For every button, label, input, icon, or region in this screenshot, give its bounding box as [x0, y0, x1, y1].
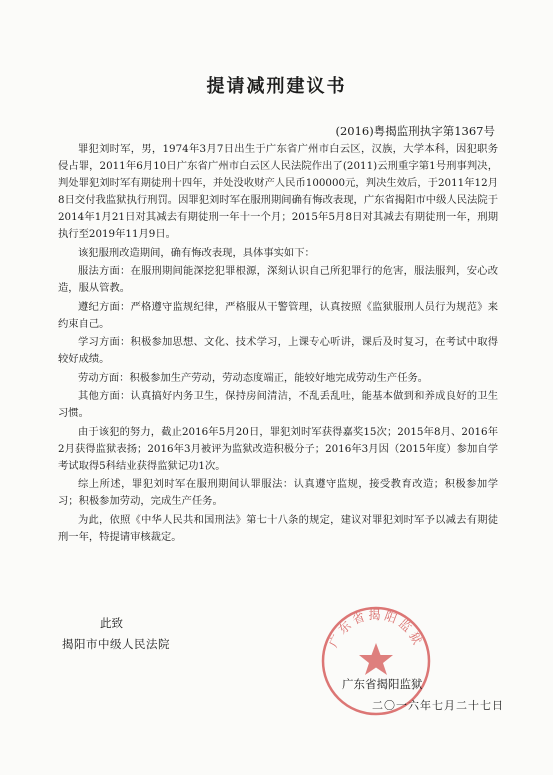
paragraph-recommendation: 为此，依照《中华人民共和国刑法》第七十八条的规定，建议对罪犯刘时军予以减去有期徒刑一年，特提请审核裁定。	[58, 513, 498, 543]
paragraph-rewards: 由于该犯的努力，截止2016年5月20日，罪犯刘时军获得嘉奖15次；2015年8月、2016年2月获得监狱表扬；2016年3月被评为监狱改造积极分子；2016年3月因（2015年度）参加自学考试取得5科结业获得监狱记功1次。	[58, 425, 498, 472]
recipient-court: 揭阳市中级人民法院	[62, 637, 170, 651]
paragraph-labor: 劳动方面：积极参加生产劳动，劳动态度端正，能较好地完成劳动生产任务。	[78, 371, 429, 384]
paragraph-intro-facts: 该犯服刑改造期间，确有悔改表现，具体事实如下：	[78, 246, 315, 259]
star-icon	[359, 643, 393, 675]
paragraph-other: 其他方面：认真搞好内务卫生，保持房间清洁，不乱丢乱吐，能基本做到和养成良好的卫生习惯。	[58, 390, 498, 419]
document-title: 提请减刑建议书	[206, 76, 347, 97]
closing-salutation: 此致	[100, 616, 123, 630]
issuing-authority: 广东省揭阳监狱	[342, 677, 423, 691]
seal-text: 广东省揭阳监狱	[326, 608, 426, 650]
paragraph-study: 学习方面：积极参加思想、文化、技术学习，上课专心听讲，课后及时复习，在考试中取得较好成绩。	[58, 336, 498, 365]
paragraph-summary: 综上所述，罪犯刘时军在服刑期间认罪服法：认真遵守监规，接受教育改造；积极参加学习；积极参加劳动，完成生产任务。	[58, 478, 498, 507]
paragraph-law-compliance: 服法方面：在服刑期间能深挖犯罪根源，深刻认识自己所犯罪行的危害，服法服判，安心改造，服从管教。	[58, 265, 498, 294]
paragraph-discipline: 遵纪方面：严格遵守监规纪律，严格服从干警管理，认真按照《监狱服刑人员行为规范》来约束自己。	[58, 300, 498, 330]
document-number: (2016)粤揭监刑执字第1367号	[335, 124, 495, 138]
issue-date: 二〇一六年七月二十七日	[372, 699, 504, 712]
document-body	[58, 141, 498, 547]
paragraph-case-history: 罪犯刘时军，男，1974年3月7日出生于广东省广州市白云区，汉族，大学本科，因犯职务侵占罪，2011年6月10日广东省广州市白云区人民法院作出了(2011)云刑重字第1号刑事判决，判处罪犯刘时军有期徒刑十四年，并处没收财产人民币100000元，判决生效后，于2011年12月8日交付我监狱执行刑罚。因罪犯刘时军在服刑期间确有悔改表现，广东省揭阳市中级人民法院于2014年1月21日对其减去有期徒刑一年十一个月；2015年5月8日对其减去有期徒刑一年，刑期执行至2019年11月9日。	[58, 143, 498, 240]
